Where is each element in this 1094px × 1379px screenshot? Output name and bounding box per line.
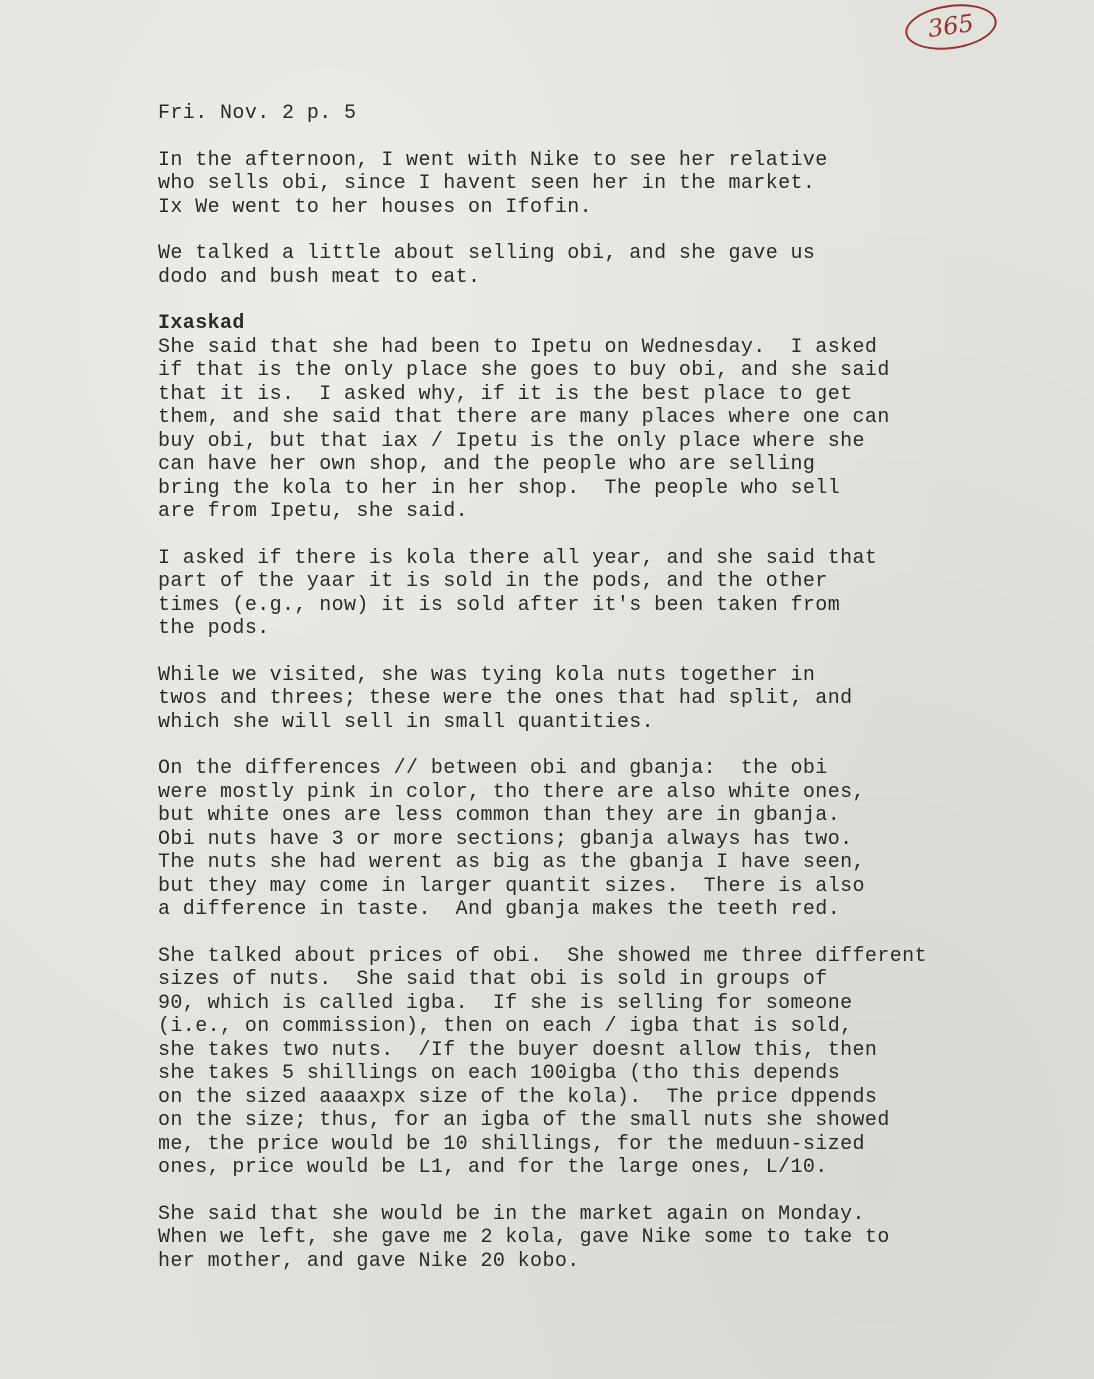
paragraph-3: Ixaskad She said that she had been to Ipetu on Wednesday. I asked if that is the only place she goes to buy obi, and she said that it is. I asked why, if it is the best place to get them, and she said that there are many places where one can buy obi, but that iax / Ipetu is the only place where she can have her own shop, and the people who are selling bring the kola to her in her shop. The people who sell are from Ipetu, she said.	[158, 312, 890, 523]
page-number-stamp: 365	[902, 0, 999, 55]
paragraph-7: She talked about prices of obi. She showed me three different sizes of nuts. She said that obi is sold in groups of 90, which is called igba. If she is selling for someone (i.e., on commission), then on each / igba that is sold, she takes two nuts. /If the buyer doesnt allow this, then she takes 5 shillings on each 100igba (tho this depends on the sized aaaaxpx size of the kola). The price dppends on the size; thus, for an igba of the small nuts she showed me, the price would be 10 shillings, for the meduun-sized ones, price would be L1, and for the large ones, L/10.	[158, 944, 927, 1179]
page-heading: Fri. Nov. 2 p. 5	[158, 102, 357, 125]
paragraph-2: We talked a little about selling obi, and she gave us dodo and bush meat to eat.	[158, 242, 816, 289]
paragraph-6: On the differences // between obi and gbanja: the obi were mostly pink in color, tho there are also white ones, but white ones are less common than they are in gbanja. Obi nuts have 3 or more sections; gbanja always has two. The nuts she had werent as big as the gbanja I have seen, but they may come in larger quantit sizes. There is also a difference in taste. And gbanja makes the teeth red.	[158, 757, 865, 921]
paragraph-8: She said that she would be in the market again on Monday. When we left, she gave me 2 kola, gave Nike some to take to her mother, and gave Nike 20 kobo.	[158, 1202, 890, 1273]
struck-out-word: Ixaskad	[158, 312, 245, 335]
paragraph-1: In the afternoon, I went with Nike to see her relative who sells obi, since I havent seen her in the market. Ix We went to her houses on Ifofin.	[158, 148, 828, 219]
paragraph-4: I asked if there is kola there all year, and she said that part of the yaar it is sold in the pods, and the other times (e.g., now) it is sold after it's been taken from the pods.	[158, 546, 878, 640]
typed-notes	[158, 102, 1058, 1296]
paragraph-5: While we visited, she was tying kola nuts together in twos and threes; these were the ones that had split, and which she will sell in small quantities.	[158, 663, 853, 734]
